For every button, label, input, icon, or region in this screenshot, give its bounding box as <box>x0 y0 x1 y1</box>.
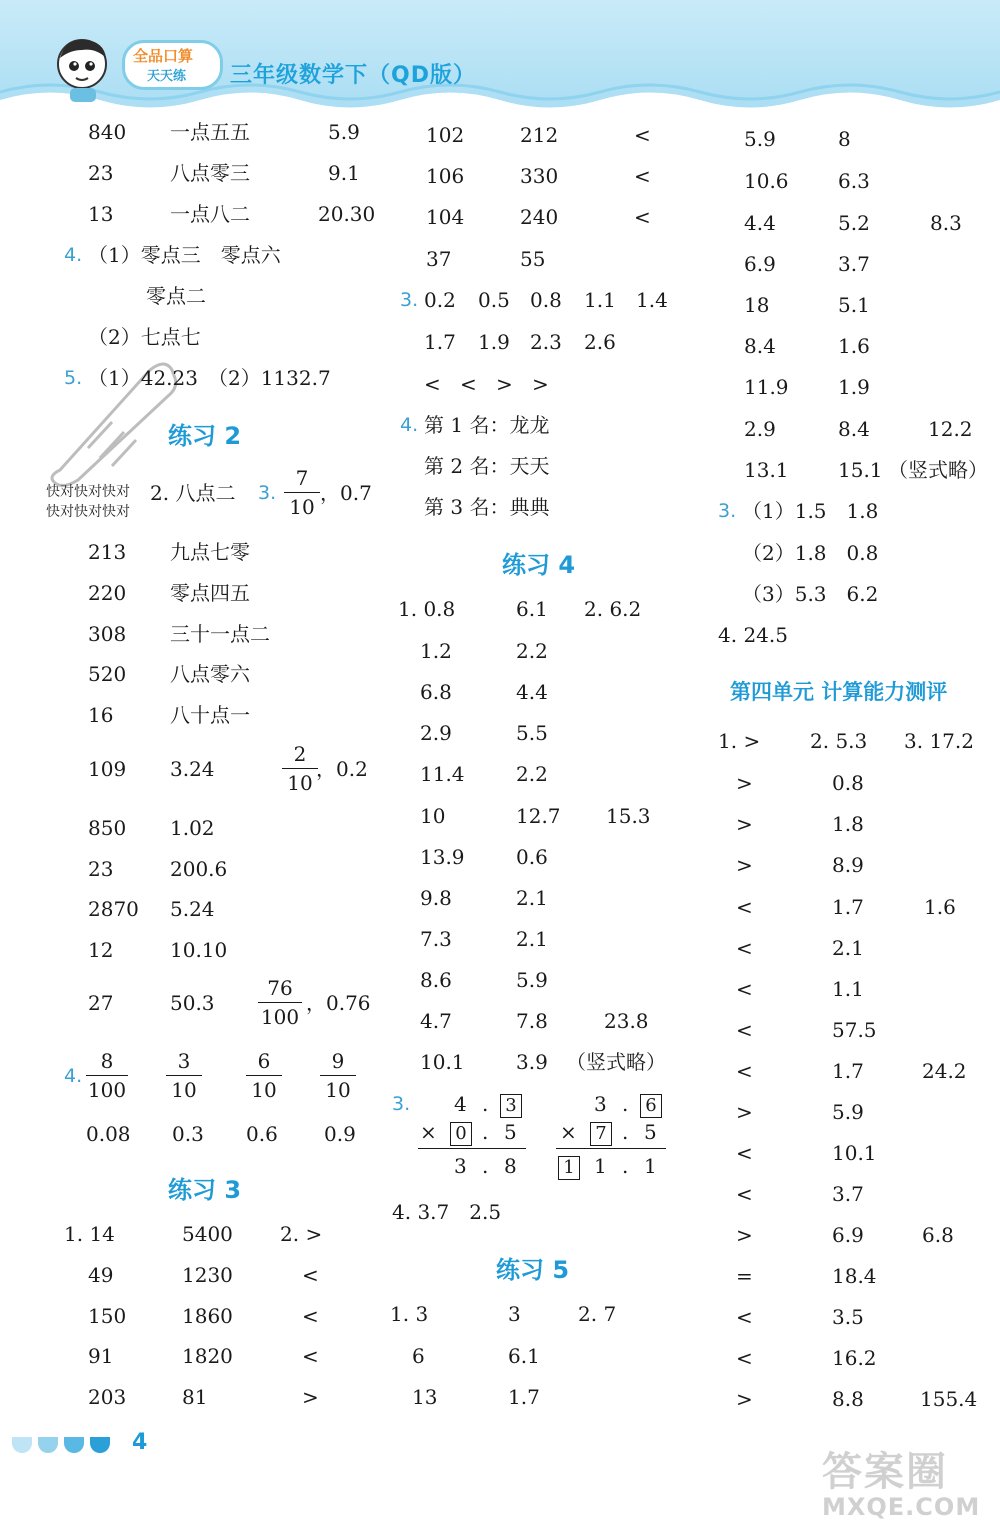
c2-q3-l1-1: 0.2 <box>424 288 456 312</box>
c1-s2-r3-b: 零点四五 <box>170 581 250 605</box>
v2-res-box: 1 <box>558 1156 580 1180</box>
c3-q4: 4. 24.5 <box>718 623 788 647</box>
frac-num: 6 <box>246 1049 282 1076</box>
c3-u-r4-a: > <box>736 853 753 877</box>
c3-r3-c: 8.3 <box>930 211 962 235</box>
c2-s4-r4-a: 2.9 <box>420 721 452 745</box>
c1-s2b-r3-a: 2870 <box>88 897 139 921</box>
c1-s2b-r4-a: 12 <box>88 938 114 962</box>
c1-s2b-r3-b: 5.24 <box>170 897 215 921</box>
c3-r6-a: 8.4 <box>744 334 776 358</box>
v1-top-a: 4 <box>454 1092 467 1116</box>
c3-r8-a: 2.9 <box>744 417 776 441</box>
c2-s4-r5-a: 11.4 <box>420 762 465 786</box>
c3-u-r2-a: > <box>736 771 753 795</box>
c3-u-r5-a: < <box>736 895 753 919</box>
footer-dot-icon <box>64 1437 84 1453</box>
frac-den: 10 <box>287 771 313 795</box>
frac-num: 8 <box>86 1049 128 1076</box>
c1-q4b-dec-4: 0.9 <box>324 1122 356 1146</box>
c3-u-r8-a: < <box>736 1018 753 1042</box>
section-title-ex4: 练习 4 <box>502 551 576 579</box>
frac-den: 10 <box>325 1078 351 1102</box>
c2-q4b: 4. 3.7 2.5 <box>392 1200 502 1224</box>
c1-s3-r2-a: 49 <box>88 1263 114 1287</box>
c1-row27-fraction <box>258 976 302 1029</box>
frac-den: 10 <box>251 1078 277 1102</box>
c1-q4b-dec-1: 0.08 <box>86 1122 131 1146</box>
c3-r1-a: 5.9 <box>744 127 776 151</box>
c3-q3-line2: （2）1.8 0.8 <box>742 541 879 565</box>
c1-s2-r4-b: 三十一点二 <box>170 622 270 646</box>
c3-u-r5-c: 1.6 <box>924 895 956 919</box>
c3-r5-a: 18 <box>744 293 770 317</box>
hand-note-line2: 快对快对快对 <box>46 504 130 520</box>
c2-s4-r7-b: 0.6 <box>516 845 548 869</box>
c3-r4-a: 6.9 <box>744 252 776 276</box>
c2-q3-l3-3: > <box>496 372 513 396</box>
c3-u-r13-a: > <box>736 1223 753 1247</box>
c1-row27-b: 50.3 <box>170 991 215 1015</box>
v2-top-dot: . <box>622 1092 629 1116</box>
c3-r9-c: （竖式略） <box>888 458 988 482</box>
c3-r1-b: 8 <box>838 127 851 151</box>
c3-r2-b: 6.3 <box>838 169 870 193</box>
c3-r3-b: 5.2 <box>838 211 870 235</box>
c1-s2-r5-a: 520 <box>88 662 127 686</box>
c2-s4-r10-b: 5.9 <box>516 968 548 992</box>
section-title-unit4: 第四单元 计算能力测评 <box>730 680 948 704</box>
footer-dot-icon <box>90 1437 110 1453</box>
v1-mid-dot: . <box>482 1120 489 1144</box>
c1-s2-r6-b: 八十点一 <box>170 703 250 727</box>
v2-mid-b: 5 <box>644 1120 657 1144</box>
c1-s2-r5-b: 八点零六 <box>170 662 250 686</box>
c3-u-r12-a: < <box>736 1182 753 1206</box>
v1-mid-box: 0 <box>450 1122 472 1146</box>
c2-s4-r10-a: 8.6 <box>420 968 452 992</box>
v1-mid-b: 5 <box>504 1120 517 1144</box>
c1-q5-num: 5. <box>64 367 83 389</box>
c3-u-r8-b: 57.5 <box>832 1018 877 1042</box>
c2-q3-l1-4: 1.1 <box>584 288 616 312</box>
c2-s4-r3-a: 6.8 <box>420 680 452 704</box>
c3-u-r1-a: 1. > <box>718 729 761 753</box>
c1-q4-line3: （2）七点七 <box>88 325 201 349</box>
c1-r1-b: 一点五五 <box>170 120 250 144</box>
c1-s2b-r1-a: 850 <box>88 816 127 840</box>
c3-q3-line1: （1）1.5 1.8 <box>742 499 879 523</box>
c1-q4b-frac-1 <box>86 1049 128 1102</box>
c3-r8-b: 8.4 <box>838 417 870 441</box>
book-title: 三年级数学下（QD版） <box>230 63 476 88</box>
v2-mid-box: 7 <box>590 1122 612 1146</box>
c2-s4-r9-a: 7.3 <box>420 927 452 951</box>
c2-s5-r2-a: 6 <box>412 1344 425 1368</box>
c2-s4-r6-b: 12.7 <box>516 804 561 828</box>
c3-u-r13-b: 6.9 <box>832 1223 864 1247</box>
c2-s4-r6-a: 10 <box>420 804 446 828</box>
c2-s5-r3-a: 13 <box>412 1385 438 1409</box>
c2-q4-line2: 第 2 名：天天 <box>424 454 550 478</box>
c2-s4-r6-c: 15.3 <box>606 804 651 828</box>
c3-u-r7-b: 1.1 <box>832 977 864 1001</box>
c1-s2-r2-b: 九点七零 <box>170 540 250 564</box>
logo-line1: 全品口算 <box>133 47 194 65</box>
hand-note-line1: 快对快对快对 <box>46 484 130 500</box>
c2-q4-num: 4. <box>400 414 419 436</box>
c3-u-r12-b: 3.7 <box>832 1182 864 1206</box>
c1-s2-fraction <box>284 466 320 519</box>
c2-s4-r12-c: （竖式略） <box>566 1050 666 1074</box>
c2-s4-r2-b: 2.2 <box>516 639 548 663</box>
c3-u-r15-a: < <box>736 1305 753 1329</box>
v1-res-b: 8 <box>504 1154 517 1178</box>
c3-u-r10-a: > <box>736 1100 753 1124</box>
frac-den: 10 <box>171 1078 197 1102</box>
c2-q3-l3-2: < <box>460 372 477 396</box>
c3-r7-b: 1.9 <box>838 375 870 399</box>
c1-q4b-frac-2 <box>166 1049 202 1102</box>
c1-s3-r5-a: 203 <box>88 1385 127 1409</box>
c2-s5-r1-b: 3 <box>508 1302 521 1326</box>
v1-top-dot: . <box>482 1092 489 1116</box>
c1-q4b-frac-4 <box>320 1049 356 1102</box>
c2-r2-a: 106 <box>426 164 465 188</box>
c1-s2-r3-a: 220 <box>88 581 127 605</box>
c1-r3-b: 一点八二 <box>170 202 250 226</box>
c3-u-r15-b: 3.5 <box>832 1305 864 1329</box>
c1-s3-r4-a: 91 <box>88 1344 114 1368</box>
c3-u-r3-a: > <box>736 812 753 836</box>
c1-s3-r1-b: 5400 <box>182 1222 233 1246</box>
c3-u-r6-a: < <box>736 936 753 960</box>
mascot-icon <box>52 34 118 104</box>
frac-den: 10 <box>289 495 315 519</box>
c3-u-r2-b: 0.8 <box>832 771 864 795</box>
c3-r3-a: 4.4 <box>744 211 776 235</box>
brand-logo <box>122 40 223 90</box>
frac-den: 100 <box>260 1005 300 1029</box>
c1-s3-r3-a: 150 <box>88 1304 127 1328</box>
c2-q3-l1-2: 0.5 <box>478 288 510 312</box>
c3-u-r17-c: 155.4 <box>920 1387 978 1411</box>
v2-mul: × <box>560 1120 577 1144</box>
frac-num: 7 <box>284 466 320 493</box>
c3-u-r13-c: 6.8 <box>922 1223 954 1247</box>
c3-r5-b: 5.1 <box>838 293 870 317</box>
c1-s2-r6-a: 16 <box>88 703 114 727</box>
c2-r1-a: 102 <box>426 123 465 147</box>
c1-row27-a: 27 <box>88 991 114 1015</box>
v2-top-box: 6 <box>640 1094 662 1118</box>
footer-dot-icon <box>12 1437 32 1453</box>
c3-u-r16-a: < <box>736 1346 753 1370</box>
c2-s4-r7-a: 13.9 <box>420 845 465 869</box>
c3-u-r7-a: < <box>736 977 753 1001</box>
c3-r8-c: 12.2 <box>928 417 973 441</box>
c2-s4-r11-c: 23.8 <box>604 1009 649 1033</box>
c2-r2-b: 330 <box>520 164 559 188</box>
c2-s5-r2-b: 6.1 <box>508 1344 540 1368</box>
c3-r6-b: 1.6 <box>838 334 870 358</box>
c3-q3-num: 3. <box>718 500 737 522</box>
v1-res-a: 3 <box>454 1154 467 1178</box>
frac-den: 100 <box>87 1078 127 1102</box>
c1-s2b-r1-b: 1.02 <box>170 816 215 840</box>
c2-s4-r9-b: 2.1 <box>516 927 548 951</box>
c1-s3-r4-b: 1820 <box>182 1344 233 1368</box>
c1-s2b-r2-b: 200.6 <box>170 857 228 881</box>
c1-q4b-num: 4. <box>64 1065 83 1087</box>
v2-mid-dot: . <box>622 1120 629 1144</box>
c2-s4-r1-c: 2. 6.2 <box>584 597 642 621</box>
c2-s5-r1-a: 1. 3 <box>390 1302 429 1326</box>
c2-s4-r8-b: 2.1 <box>516 886 548 910</box>
c1-s3-r5-b: 81 <box>182 1385 208 1409</box>
c2-r3-c: < <box>634 205 651 229</box>
page-header <box>0 0 1000 118</box>
c2-s4-r3-b: 4.4 <box>516 680 548 704</box>
c2-r3-a: 104 <box>426 205 465 229</box>
c1-r3-a: 13 <box>88 202 114 226</box>
c3-r4-b: 3.7 <box>838 252 870 276</box>
watermark-line1: 答案圈 <box>822 1449 948 1495</box>
c1-s3-r2-c: < <box>302 1263 319 1287</box>
logo-line2: 天天练 <box>147 69 187 84</box>
c2-s4-r5-b: 2.2 <box>516 762 548 786</box>
c2-q3-l2-2: 1.9 <box>478 330 510 354</box>
c2-q4-line3: 第 3 名：典典 <box>424 495 550 519</box>
c3-q3-line3: （3）5.3 6.2 <box>742 582 879 606</box>
c1-r2-b: 八点零三 <box>170 161 250 185</box>
c1-q4b-dec-2: 0.3 <box>172 1122 204 1146</box>
section-title-ex2: 练习 2 <box>168 422 242 450</box>
v1-res-dot: . <box>482 1154 489 1178</box>
c1-q4b-dec-3: 0.6 <box>246 1122 278 1146</box>
c1-s3-r2-b: 1230 <box>182 1263 233 1287</box>
page-number: 4 <box>132 1430 148 1455</box>
frac-num: 2 <box>282 742 318 769</box>
c3-u-r14-a: = <box>736 1264 753 1288</box>
c3-u-r11-b: 10.1 <box>832 1141 877 1165</box>
pencil-icon <box>40 330 180 490</box>
c2-r4-b: 55 <box>520 247 546 271</box>
c2-q3-l2-4: 2.6 <box>584 330 616 354</box>
c2-q3-l1-5: 1.4 <box>636 288 668 312</box>
c3-r7-a: 11.9 <box>744 375 789 399</box>
c2-vert-num: 3. <box>392 1093 411 1115</box>
c3-u-r17-a: > <box>736 1387 753 1411</box>
c2-s5-r1-c: 2. 7 <box>578 1302 617 1326</box>
c1-r2-a: 23 <box>88 161 114 185</box>
c1-row109-b: 3.24 <box>170 757 215 781</box>
c2-s4-r4-b: 5.5 <box>516 721 548 745</box>
c3-u-r4-b: 8.9 <box>832 853 864 877</box>
v2-res-dot: . <box>622 1154 629 1178</box>
c2-q3-l3-1: < <box>424 372 441 396</box>
c2-q3-l3-4: > <box>532 372 549 396</box>
c3-u-r5-b: 1.7 <box>832 895 864 919</box>
c1-row27-after: ，0.76 <box>306 991 371 1015</box>
c1-r1-a: 840 <box>88 120 127 144</box>
frac-num: 76 <box>258 976 302 1003</box>
c1-q4b-frac-3 <box>246 1049 282 1102</box>
v2-top-a: 3 <box>594 1092 607 1116</box>
c3-r9-a: 13.1 <box>744 458 789 482</box>
section-title-ex3: 练习 3 <box>168 1176 242 1204</box>
c3-u-r11-a: < <box>736 1141 753 1165</box>
c1-s3-r3-c: < <box>302 1304 319 1328</box>
section-title-ex5: 练习 5 <box>496 1256 570 1284</box>
c1-s3-r4-c: < <box>302 1344 319 1368</box>
c1-s3-r3-b: 1860 <box>182 1304 233 1328</box>
v1-top-box: 3 <box>500 1094 522 1118</box>
c1-r2-c: 9.1 <box>328 161 360 185</box>
v1-mul: × <box>420 1120 437 1144</box>
c1-s2b-r2-a: 23 <box>88 857 114 881</box>
c2-r4-a: 37 <box>426 247 452 271</box>
c1-s2-r2-a: 213 <box>88 540 127 564</box>
c3-u-r9-a: < <box>736 1059 753 1083</box>
c1-row109-after: ，0.2 <box>316 757 368 781</box>
c2-q4-line1: 第 1 名：龙龙 <box>424 413 550 437</box>
v2-res-a: 1 <box>594 1154 607 1178</box>
c1-s2b-r4-b: 10.10 <box>170 938 228 962</box>
c3-u-r9-b: 1.7 <box>832 1059 864 1083</box>
c3-u-r16-b: 16.2 <box>832 1346 877 1370</box>
c2-r3-b: 240 <box>520 205 559 229</box>
c2-s4-r8-a: 9.8 <box>420 886 452 910</box>
c3-u-r3-b: 1.8 <box>832 812 864 836</box>
c1-s2-r4-a: 308 <box>88 622 127 646</box>
c2-s4-r1-a: 1. 0.8 <box>398 597 456 621</box>
watermark-line2: MXQE.COM <box>822 1493 981 1521</box>
c1-s3-r1-c: 2. > <box>280 1222 323 1246</box>
c2-q3-num: 3. <box>400 289 419 311</box>
c2-q3-l2-3: 2.3 <box>530 330 562 354</box>
c2-s4-r11-a: 4.7 <box>420 1009 452 1033</box>
c3-u-r6-b: 2.1 <box>832 936 864 960</box>
c1-s3-r5-c: > <box>302 1385 319 1409</box>
c2-s4-r12-a: 10.1 <box>420 1050 465 1074</box>
v1-line <box>418 1148 526 1149</box>
c2-s4-r12-b: 3.9 <box>516 1050 548 1074</box>
c1-r1-c: 5.9 <box>328 120 360 144</box>
c2-r1-b: 212 <box>520 123 559 147</box>
c2-q3-l2-1: 1.7 <box>424 330 456 354</box>
c1-q4-line1: （1）零点三 零点六 <box>88 243 281 267</box>
c3-u-r10-b: 5.9 <box>832 1100 864 1124</box>
c3-r2-a: 10.6 <box>744 169 789 193</box>
c1-row109-a: 109 <box>88 757 127 781</box>
c3-u-r1-b: 2. 5.3 <box>810 729 868 753</box>
c2-r1-c: < <box>634 123 651 147</box>
c1-s2-q3-num: 3. <box>258 482 277 504</box>
c1-row109-fraction <box>282 742 318 795</box>
frac-num: 3 <box>166 1049 202 1076</box>
c1-q5-text: （1）42.23 （2）1132.7 <box>88 366 331 390</box>
v2-res-b: 1 <box>644 1154 657 1178</box>
c1-s3-r1-a: 1. 14 <box>64 1222 115 1246</box>
v2-line <box>556 1148 666 1149</box>
c3-u-r9-c: 24.2 <box>922 1059 967 1083</box>
c2-q3-l1-3: 0.8 <box>530 288 562 312</box>
footer-decoration <box>12 1437 116 1457</box>
c2-s5-r3-b: 1.7 <box>508 1385 540 1409</box>
c1-q4-num: 4. <box>64 244 83 266</box>
frac-num: 9 <box>320 1049 356 1076</box>
c2-s4-r1-b: 6.1 <box>516 597 548 621</box>
watermark <box>822 1440 980 1521</box>
handwritten-note <box>46 482 130 522</box>
c3-u-r17-b: 8.8 <box>832 1387 864 1411</box>
c2-s4-r2-a: 1.2 <box>420 639 452 663</box>
c2-s4-r11-b: 7.8 <box>516 1009 548 1033</box>
c1-r3-c: 20.30 <box>318 202 376 226</box>
c3-u-r1-c: 3. 17.2 <box>904 729 974 753</box>
c3-r9-b: 15.1 <box>838 458 883 482</box>
footer-dot-icon <box>38 1437 58 1453</box>
c1-q4-line2: 零点二 <box>146 284 206 308</box>
c3-u-r14-b: 18.4 <box>832 1264 877 1288</box>
c1-s2-r1-after: ，0.7 <box>320 481 372 505</box>
c2-r2-c: < <box>634 164 651 188</box>
c1-s2-r1-mid: 2. 八点二 <box>150 481 236 505</box>
